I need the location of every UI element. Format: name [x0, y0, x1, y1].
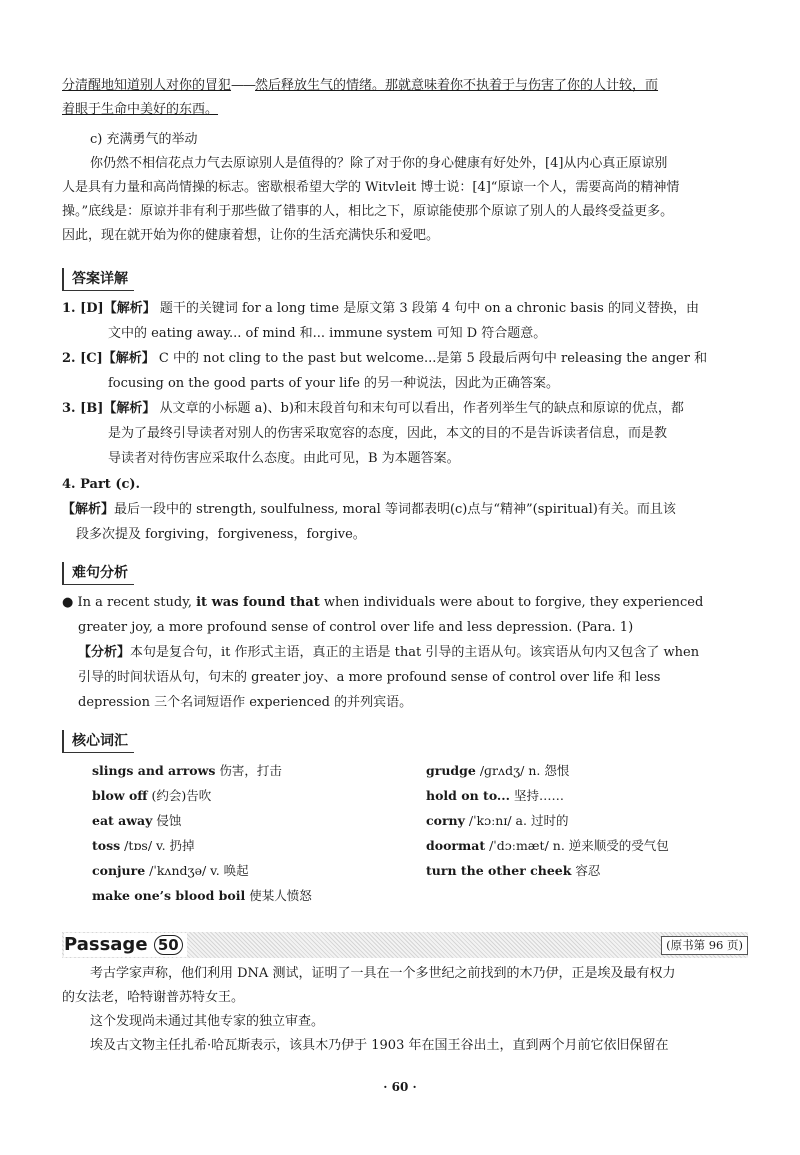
top-line-2 [62, 98, 744, 122]
answer-number: 4. Part (c). [62, 477, 141, 492]
analysis-line-3: depression 三个名词短语作 experienced 的并列宾语。 [78, 695, 413, 710]
answer-line: 是为了最终引导读者对别人的伤害采取宽容的态度，因此，本文的目的不是告诉读者信息，而是教 [108, 426, 668, 441]
passage-line-4: 埃及古文物主任扎希·哈瓦斯表示，该具木乃伊于 1903 年在国王谷出土，直到两个月前它依旧保留在 [90, 1038, 669, 1053]
passage-body [62, 962, 744, 1058]
answer-number: 1. [D] [62, 301, 104, 316]
answer-1 [62, 296, 748, 346]
vocab-item: blow off (约会)告吹 [92, 788, 212, 803]
passage-line-3: 这个发现尚未通过其他专家的独立审查。 [90, 1014, 325, 1029]
answer-number: 2. [C] [62, 351, 103, 366]
answers-title: 答案详解 [62, 268, 134, 291]
sentence-line-1 [62, 590, 748, 615]
vocab-title: 核心词汇 [62, 730, 134, 753]
passage-line-2: 的女法老，哈特谢普苏特女王。 [62, 990, 245, 1005]
vocab-item: make one’s blood boil 使某人愤怒 [92, 888, 312, 903]
original-page-ref: (原书第 96 页) [661, 936, 748, 955]
answer-line: focusing on the good parts of your life 的另一种说法，因此为正确答案。 [108, 376, 560, 391]
sentence-line-2: greater joy, a more profound sense of control over life and less depression. (Para. 1) [78, 620, 634, 635]
answer-3 [62, 396, 748, 471]
difficult-sentence-title: 难句分析 [62, 562, 134, 585]
answer-line: 从文章的小标题 a)、b)和末段首句和末句可以看出，作者列举生气的缺点和原谅的优点，都 [159, 401, 684, 416]
underlined-text: 分清醒地知道别人对你的冒犯 [62, 78, 232, 93]
section-c-line-1: 你仍然不相信花点力气去原谅别人是值得的？除了对于你的身心健康有好处外，[4]从内心真正原谅别 [90, 156, 668, 171]
passage-number: 50 [154, 935, 183, 955]
answer-2 [62, 346, 748, 396]
answer-line: 导读者对待伤害应采取什么态度。由此可见，B 为本题答案。 [108, 451, 460, 466]
underlined-text: 着眼于生命中美好的东西。 [62, 102, 219, 117]
underlined-text: 然后释放生气的情绪。那就意味着你不执着于与伤害了你的人计较，而 [255, 78, 659, 93]
sentence-text: when individuals were about to forgive, they experienced [323, 595, 704, 610]
vocab-item: conjure /ˈkʌndʒə/ v. 唤起 [92, 863, 249, 878]
vocab-item: corny /ˈkɔːnɪ/ a. 过时的 [426, 813, 569, 828]
analysis-tag: 【分析】 [78, 645, 131, 660]
answer-line: 文中的 eating away... of mind 和... immune system 可知 D 符合题意。 [108, 326, 547, 341]
answer-number: 3. [B] [62, 401, 104, 416]
top-line-1 [62, 74, 744, 98]
dash: —— [231, 78, 256, 93]
section-c-line-2: 人是具有力量和高尚情操的标志。密歇根希望大学的 Witvleit 博士说：[4]“原谅一个人，需要高尚的精神情 [62, 180, 680, 195]
bullet-icon: ● [62, 595, 74, 610]
answer-line: C 中的 not cling to the past but welcome...是第 5 段最后两句中 releasing the anger 和 [158, 351, 708, 366]
answer-line: 段多次提及 forgiving，forgiveness，forgive。 [76, 527, 366, 542]
vocab-item: eat away 侵蚀 [92, 813, 182, 828]
vocab-item: hold on to... 坚持…… [426, 788, 564, 803]
analysis-tag: 【解析】 [62, 502, 115, 517]
vocab-item: turn the other cheek 容忍 [426, 863, 601, 878]
passage-label: Passage [64, 934, 148, 955]
analysis-tag: 【解析】 [103, 301, 156, 316]
section-c-line-3: 操。”底线是：原谅并非有利于那些做了错事的人，相比之下，原谅能使那个原谅了别人的人最终受益更多。 [62, 204, 674, 219]
section-c-heading: c) 充满勇气的举动 [90, 132, 198, 147]
vocab-left-column [92, 758, 312, 908]
vocab-item: grudge /ɡrʌdʒ/ n. 怨恨 [426, 763, 570, 778]
analysis-text: 本句是复合句，it 作形式主语，真正的主语是 that 引导的主语从句。该宾语从句内又包含了 when [130, 645, 700, 660]
top-paragraph [62, 74, 744, 122]
vocab-item: doormat /ˈdɔːmæt/ n. 逆来顺受的受气包 [426, 838, 669, 853]
sentence-text: In a recent study, [77, 595, 192, 610]
passage-line-1: 考古学家声称，他们利用 DNA 测试，证明了一具在一个多世纪之前找到的木乃伊，正是埃及最有权力 [90, 966, 676, 981]
passage-title [64, 933, 187, 957]
answer-4 [62, 472, 748, 547]
section-c-line-4: 因此，现在就开始为你的健康着想，让你的生活充满快乐和爱吧。 [62, 228, 440, 243]
analysis-tag: 【解析】 [103, 401, 156, 416]
answer-line: 最后一段中的 strength, soulfulness, moral 等词都表明(c)点与“精神”(spiritual)有关。而且该 [114, 502, 676, 517]
section-c-body [62, 152, 744, 248]
vocab-item: slings and arrows 伤害，打击 [92, 763, 282, 778]
sentence-bold: it was found that [196, 595, 320, 610]
difficult-sentence-block [62, 590, 748, 715]
page-number: · 60 · [383, 1080, 417, 1094]
vocab-right-column [426, 758, 669, 883]
analysis-tag: 【解析】 [102, 351, 155, 366]
vocab-item: toss /tɒs/ v. 扔掉 [92, 838, 195, 853]
analysis-line-1 [62, 640, 748, 665]
answer-line: 题干的关键词 for a long time 是原文第 3 段第 4 句中 on a chronic basis 的同义替换，由 [159, 301, 699, 316]
analysis-line-2: 引导的时间状语从句，句末的 greater joy、a more profound sense of control over life 和 less [78, 670, 661, 685]
